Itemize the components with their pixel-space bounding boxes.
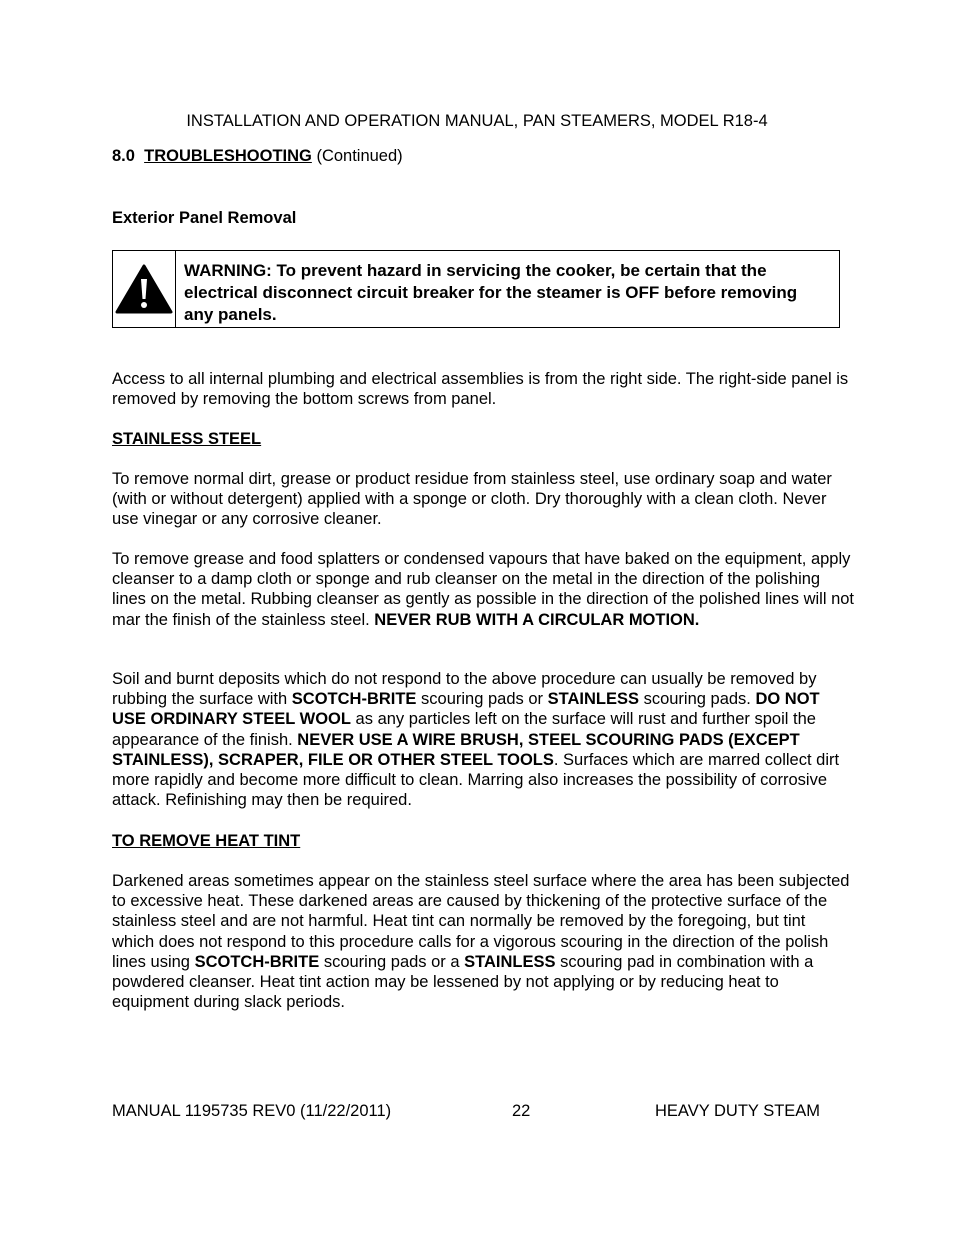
heat-tint-paragraph: [112, 871, 852, 1012]
warning-text: WARNING: To prevent hazard in servicing the cooker, be certain that the electrical disconnect circuit breaker for the steamer is OFF before removing any panels.: [184, 261, 798, 324]
footer-page-number: 22: [512, 1102, 531, 1120]
heat-text-e: scouring pad in combination with a powdered cleanser. Heat tint action may be lessened by not applying or by reducing heat to equipment during slack periods.: [112, 952, 814, 1012]
soil-text-i: . Surfaces which are marred collect dirt more rapidly and become more difficult to clean. Marring also increases the possibility of corrosive attack. Refinishing may then be required.: [112, 750, 840, 810]
section-heading: [112, 147, 403, 166]
grease-text: To remove grease and food splatters or condensed vapours that have baked on the equipment, apply cleanser to a damp cloth or sponge and rub cleanser on the metal in the direction of the polishing lines on the metal. Rubbing cleanser as gently as possible in the direction of the polished lines will not mar the finish of the stainless steel.: [112, 550, 855, 629]
circular-motion-warning: NEVER RUB WITH A CIRCULAR MOTION.: [374, 610, 700, 629]
dirt-paragraph: To remove normal dirt, grease or product residue from stainless steel, use ordinary soap and water (with or without detergent) applied with a sponge or cloth. Dry thoroughly with a clean cloth. Never use vinegar or any corrosive cleaner.: [112, 470, 832, 529]
page-header: INSTALLATION AND OPERATION MANUAL, PAN STEAMERS, MODEL R18-4: [186, 112, 768, 130]
heat-text-a: Darkened areas sometimes appear on the stainless steel surface where the area has been subjected to excessive heat. These darkened areas are caused by thickening of the protective surface of the stainless steel and are not harmful. Heat tint can normally be removed by the foregoing, but tint which does not respond to this procedure calls for a vigorous scouring in the direction of the polish lines using: [112, 872, 850, 971]
soil-text-a: Soil and burnt deposits which do not respond to the above procedure can usually be removed by rubbing the surface with: [112, 670, 817, 709]
soil-scotchbrite: SCOTCH-BRITE: [291, 690, 417, 709]
warning-box: [112, 250, 840, 328]
access-paragraph: Access to all internal plumbing and electrical assemblies is from the right side. The right-side panel is removed by removing the bottom screws from panel.: [112, 370, 849, 409]
warning-triangle-icon: [113, 263, 175, 315]
section-title: TROUBLESHOOTING: [144, 147, 312, 165]
heat-stainless: STAINLESS: [464, 952, 556, 971]
footer-brand: HEAVY DUTY STEAM: [655, 1102, 821, 1120]
section-suffix: (Continued): [311, 147, 403, 165]
soil-text-g: as any particles left on the surface will rust and further spoil the appearance of the finish.: [112, 710, 816, 749]
soil-steel-wool-warning: DO NOT USE ORDINARY STEEL WOOL: [112, 690, 820, 729]
heat-tint-heading: TO REMOVE HEAT TINT: [112, 832, 301, 850]
footer-manual: MANUAL 1195735 REV0 (11/22/2011): [112, 1102, 392, 1120]
heat-scotchbrite: SCOTCH-BRITE: [194, 952, 320, 971]
soil-text-c: scouring pads or: [416, 690, 548, 709]
stainless-steel-heading: STAINLESS STEEL: [112, 430, 262, 448]
heat-text-c: scouring pads or a: [319, 952, 465, 971]
soil-stainless: STAINLESS: [547, 690, 639, 709]
section-number: 8.0: [112, 147, 135, 165]
soil-text-e: scouring pads.: [638, 690, 756, 709]
soil-tools-warning: NEVER USE A WIRE BRUSH, STEEL SCOURING PADS (EXCEPT STAINLESS), SCRAPER, FILE OR OTHER STEEL TOOLS: [112, 730, 800, 769]
grease-paragraph: [112, 549, 857, 630]
warning-icon-cell: [113, 251, 176, 327]
soil-paragraph: [112, 669, 852, 810]
panel-removal-heading: Exterior Panel Removal: [112, 209, 297, 227]
